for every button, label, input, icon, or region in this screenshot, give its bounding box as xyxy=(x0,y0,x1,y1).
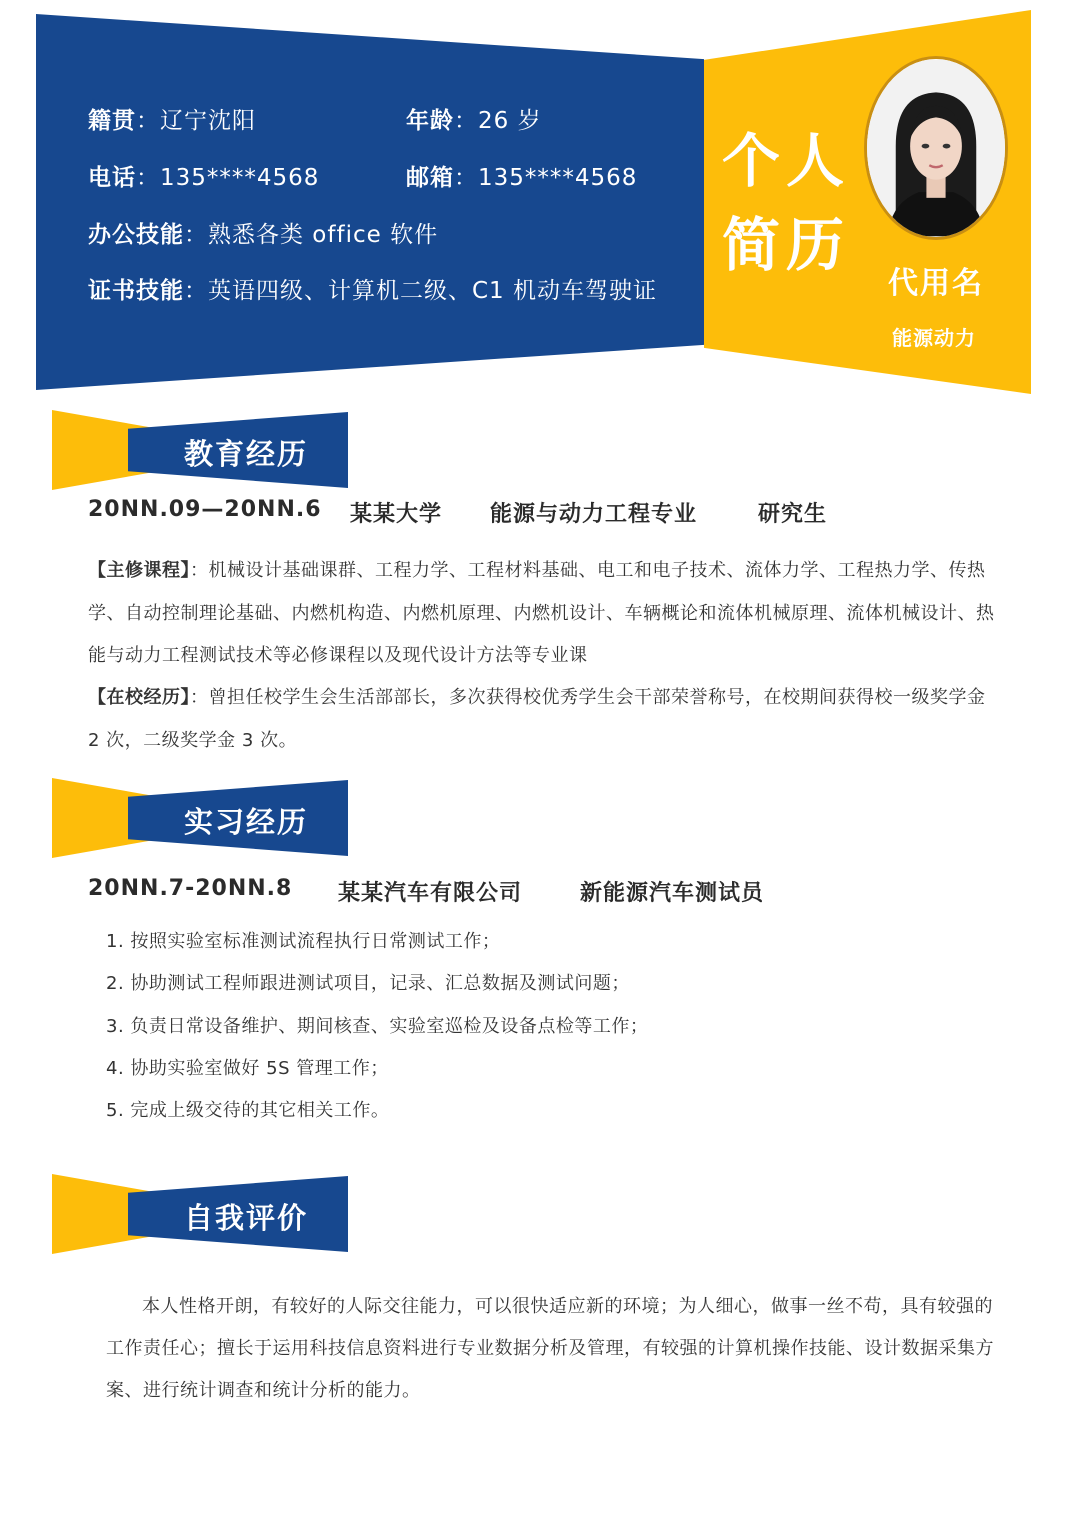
section-banner-self-evaluation xyxy=(52,1174,348,1254)
info-age xyxy=(406,102,542,135)
campus-text: ：曾担任校学生会生活部部长，多次获得校优秀学生会干部荣誉称号，在校期间获得校一级奖学金 2 次，二级奖学金 3 次。 xyxy=(88,687,986,751)
info-sep: ： xyxy=(454,108,478,134)
resume-title-line1: 个人 xyxy=(722,127,851,195)
info-sep: ： xyxy=(454,165,478,191)
candidate-name: 代用名 xyxy=(888,266,984,301)
info-sep: ： xyxy=(184,278,208,304)
education-degree: 研究生 xyxy=(758,502,828,527)
resume-title-line2: 简历 xyxy=(722,211,851,279)
section-banner-internship xyxy=(52,778,348,858)
info-label: 邮箱 xyxy=(406,165,454,191)
courses-text: ：机械设计基础课群、工程力学、工程材料基础、电工和电子技术、流体力学、工程热力学、传热学、自动控制理论基础、内燃机构造、内燃机原理、内燃机设计、车辆概论和流体机械原理、流体机械设计、热能与动力工程测试技术等必修课程以及现代设计方法等专业课 xyxy=(88,560,995,666)
info-email xyxy=(406,159,637,192)
campus-label: 【在校经历】 xyxy=(88,687,190,708)
list-item: 1. 按照实验室标准测试流程执行日常测试工作； xyxy=(106,931,501,952)
list-item: 2. 协助测试工程师跟进测试项目，记录、汇总数据及测试问题； xyxy=(106,973,630,994)
info-office-skills xyxy=(88,216,438,249)
education-date: 20NN.09—20NN.6 xyxy=(88,497,322,522)
internship-position: 新能源汽车测试员 xyxy=(580,881,765,906)
internship-company: 某某汽车有限公司 xyxy=(338,881,523,906)
list-item: 5. 完成上级交待的其它相关工作。 xyxy=(106,1100,390,1121)
profile-photo xyxy=(864,56,1008,240)
info-label: 年龄 xyxy=(406,108,454,134)
section-title: 教育经历 xyxy=(184,437,309,471)
section-banner-education xyxy=(52,410,348,490)
info-phone xyxy=(88,159,319,192)
info-label: 办公技能 xyxy=(88,222,184,248)
info-label: 籍贯 xyxy=(88,108,136,134)
list-item: 4. 协助实验室做好 5S 管理工作； xyxy=(106,1058,389,1079)
info-value: 135****4568 xyxy=(160,165,320,191)
section-title: 自我评价 xyxy=(184,1201,309,1235)
info-value: 英语四级、计算机二级、C1 机动车驾驶证 xyxy=(208,278,658,304)
education-campus xyxy=(88,677,1002,762)
portrait-image xyxy=(867,59,1005,237)
info-value: 26 岁 xyxy=(478,108,542,134)
info-value: 熟悉各类 office 软件 xyxy=(208,222,439,248)
info-value: 135****4568 xyxy=(478,165,638,191)
info-sep: ： xyxy=(136,165,160,191)
info-hometown xyxy=(88,102,256,135)
info-label: 电话 xyxy=(88,165,136,191)
info-certificates xyxy=(88,272,657,305)
education-summary xyxy=(0,497,1080,527)
major-tag: 能源动力 xyxy=(892,326,976,350)
header-blue-panel xyxy=(36,14,704,390)
internship-date: 20NN.7-20NN.8 xyxy=(88,876,293,901)
section-title: 实习经历 xyxy=(184,805,309,839)
list-item: 3. 负责日常设备维护、期间核查、实验室巡检及设备点检等工作； xyxy=(106,1016,649,1037)
courses-label: 【主修课程】 xyxy=(88,560,190,581)
education-courses xyxy=(88,550,1002,678)
education-major: 能源与动力工程专业 xyxy=(490,502,698,527)
info-sep: ： xyxy=(184,222,208,248)
info-value: 辽宁沈阳 xyxy=(160,108,256,134)
info-sep: ： xyxy=(136,108,160,134)
internship-summary xyxy=(0,876,1080,906)
self-evaluation-text: 本人性格开朗，有较好的人际交往能力，可以很快适应新的环境；为人细心，做事一丝不苟，具有较强的工作责任心；擅长于运用科技信息资料进行专业数据分析及管理，有较强的计算机操作技能、设计数据采集方案、进行统计调查和统计分析的能力。 xyxy=(106,1296,994,1401)
info-label: 证书技能 xyxy=(88,278,184,304)
education-school: 某某大学 xyxy=(350,502,443,527)
